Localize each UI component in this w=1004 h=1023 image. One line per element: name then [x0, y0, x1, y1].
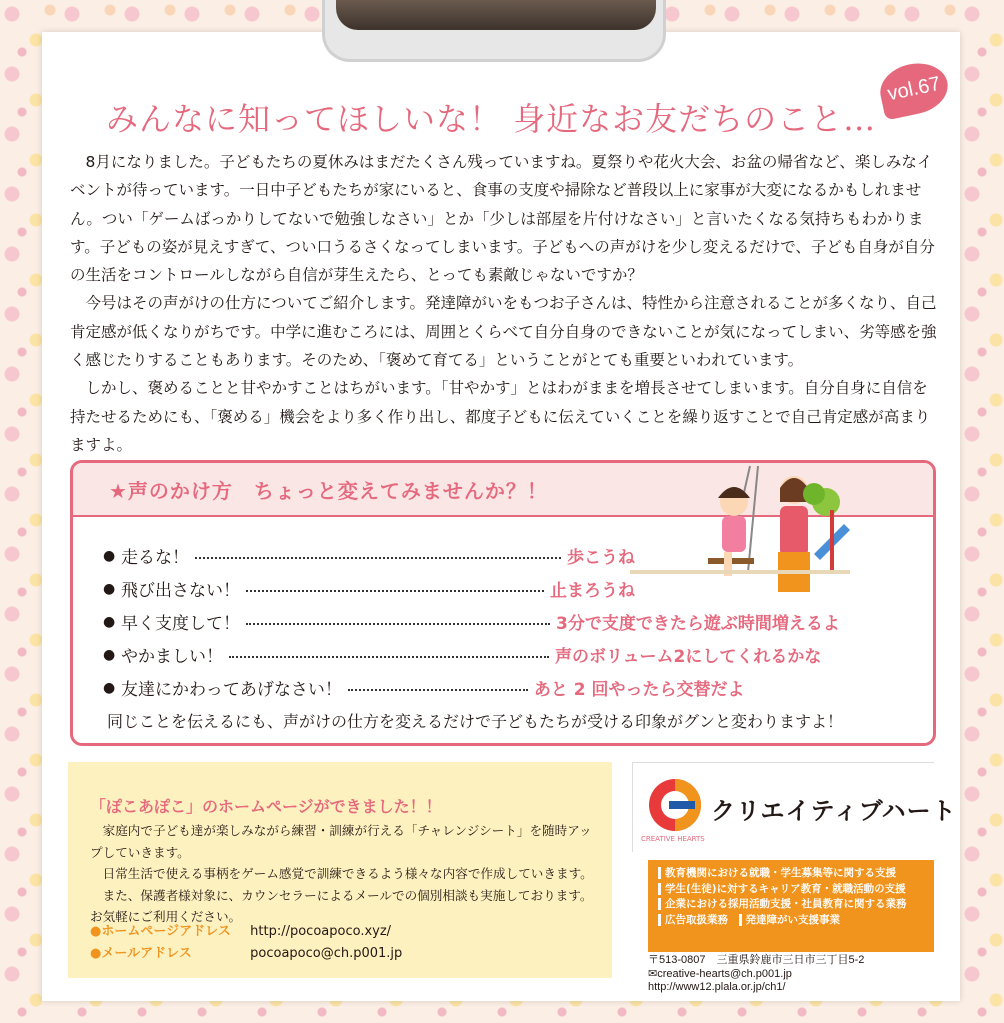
tips-before: 早く支度して！	[121, 614, 240, 634]
notice-body	[90, 820, 600, 928]
page-title: みんなに知ってほしいな！ 身近なお友だちのこと…	[106, 100, 877, 138]
tips-after: 3分で支度できたら遊ぶ時間増えるよ	[556, 614, 840, 634]
service-item: 教育機関における就職・学生募集等に関する支援	[658, 866, 924, 882]
tips-before: 飛び出さない！	[121, 581, 240, 601]
playground-illustration	[630, 462, 850, 602]
homepage-link[interactable]: http://pocoapoco.xyz/	[250, 924, 392, 939]
notice-title: 「ぽこあぽこ」のホームページができました！！	[90, 797, 442, 816]
service-item: 広告取扱業務 発達障がい支援事業	[658, 913, 924, 929]
clipboard-clip	[0, 0, 1004, 70]
volume-badge: vol.67	[876, 57, 953, 120]
homepage-row	[90, 920, 391, 939]
company-url[interactable]: http://www12.plala.or.jp/ch1/	[648, 981, 786, 993]
heart-logo-icon	[647, 777, 703, 833]
services-list	[648, 860, 934, 952]
dotted-leader	[195, 557, 561, 559]
tips-before: 走るな！	[121, 548, 189, 568]
tips-after: 歩こうね	[567, 548, 635, 568]
notice-paragraph: お気軽にご利用ください。	[90, 909, 242, 924]
article-body	[70, 148, 940, 459]
company-block	[632, 762, 957, 993]
mail-link[interactable]: pocoapoco@ch.p001.jp	[250, 946, 403, 961]
dotted-leader	[348, 689, 528, 691]
mail-row	[90, 942, 402, 961]
mail-label: ●メールアドレス	[90, 946, 192, 961]
article-paragraph: 今号はその声がけの仕方についてご紹介します。発達障がいをもつお子さんは、特性から注意されることが多くなり、自己肯定感が低くなりがちです。中学に進むころには、周囲とくらべて自分自身のできないことが気になってしまい、劣等感を強く感じたりすることもあります。そのため、「褒めて育てる」ということがとても重要といわれています。	[70, 294, 937, 370]
tips-heading: ★声のかけ方 ちょっと変えてみませんか？！	[73, 463, 933, 517]
article-paragraph: 8月になりました。子どもたちの夏休みはまだたくさん残っていますね。夏祭りや花火大会、お盆の帰省など、楽しみなイベントが待っています。一日中子どもたちが家にいると、食事の支度や掃除など普段以上に家事が大変になるかもしれません。つい「ゲームばっかりしてないで勉強しなさい」とか「少しは部屋を片付けなさい」と言いたくなる気持ちもわかります。子どもの姿が見えすぎて、つい口うるさくなってしまいます。子どもへの声がけを少し変えるだけで、子ども自身が自分の生活をコントロールしながら自信が芽生えたら、とっても素敵じゃないですか？	[70, 153, 935, 285]
bullet-icon: ●	[103, 613, 116, 630]
notice-paragraph: 日常生活で使える事柄をゲーム感覚で訓練できるよう様々な内容で作成していきます。	[102, 866, 593, 881]
tips-before: やかましい！	[121, 647, 223, 667]
bullet-icon: ●	[103, 646, 116, 663]
service-item: 企業における採用活動支援・社員教育に関する業務	[658, 897, 924, 913]
tips-after: 止まろうね	[550, 581, 635, 601]
dotted-leader	[246, 590, 544, 592]
dotted-leader	[229, 656, 549, 658]
company-email-row	[648, 968, 864, 982]
clip-top	[336, 0, 656, 30]
bullet-icon: ●	[103, 547, 116, 564]
bullet-icon: ●	[103, 580, 116, 597]
service-item: 学生(生徒)に対するキャリア教育・就職活動の支援	[658, 882, 924, 898]
notice-paragraph: 家庭内で子ども達が楽しみながら練習・訓練が行える「チャレンジシート」を随時アップしていきます。	[90, 823, 592, 860]
article-paragraph: しかし、褒めることと甘やかすことはちがいます。「甘やかす」とはわがままを増長させてしまいます。自分自身に自信を持たせるためにも、「褒める」機会をより多く作り出し、都度子どもに伝えていくことを繰り返すことで自己肯定感が高まりますよ。	[70, 379, 931, 454]
tips-after: あと 2 回やったら交替だよ	[533, 680, 745, 700]
dotted-leader	[246, 623, 550, 625]
mail-icon: ✉	[648, 967, 658, 980]
tips-before: 友達にかわってあげなさい！	[121, 680, 342, 700]
tips-row	[103, 638, 903, 671]
bullet-icon: ●	[103, 679, 116, 696]
homepage-notice	[68, 762, 612, 978]
tips-row	[103, 605, 903, 638]
company-logo	[632, 762, 957, 852]
company-email[interactable]: creative-hearts@ch.p001.jp	[657, 967, 792, 980]
tips-row	[103, 671, 903, 704]
tips-after: 声のボリューム2にしてくれるかな	[555, 647, 822, 667]
notice-paragraph: また、保護者様対象に、カウンセラーによるメールでの個別相談も実施しております。	[102, 887, 593, 903]
company-name: クリエイティブハート	[711, 797, 957, 825]
company-address: 〒513-0807 三重県鈴鹿市三日市三丁目5-2	[648, 954, 865, 966]
company-contact	[648, 954, 864, 995]
homepage-label: ●ホームページアドレス	[90, 924, 231, 939]
company-logo-text: CREATIVE HEARTS	[641, 835, 705, 843]
tips-note: 同じことを伝えるにも、声がけの仕方を変えるだけで子どもたちが受ける印象がグンと変わりますよ！	[107, 712, 844, 731]
